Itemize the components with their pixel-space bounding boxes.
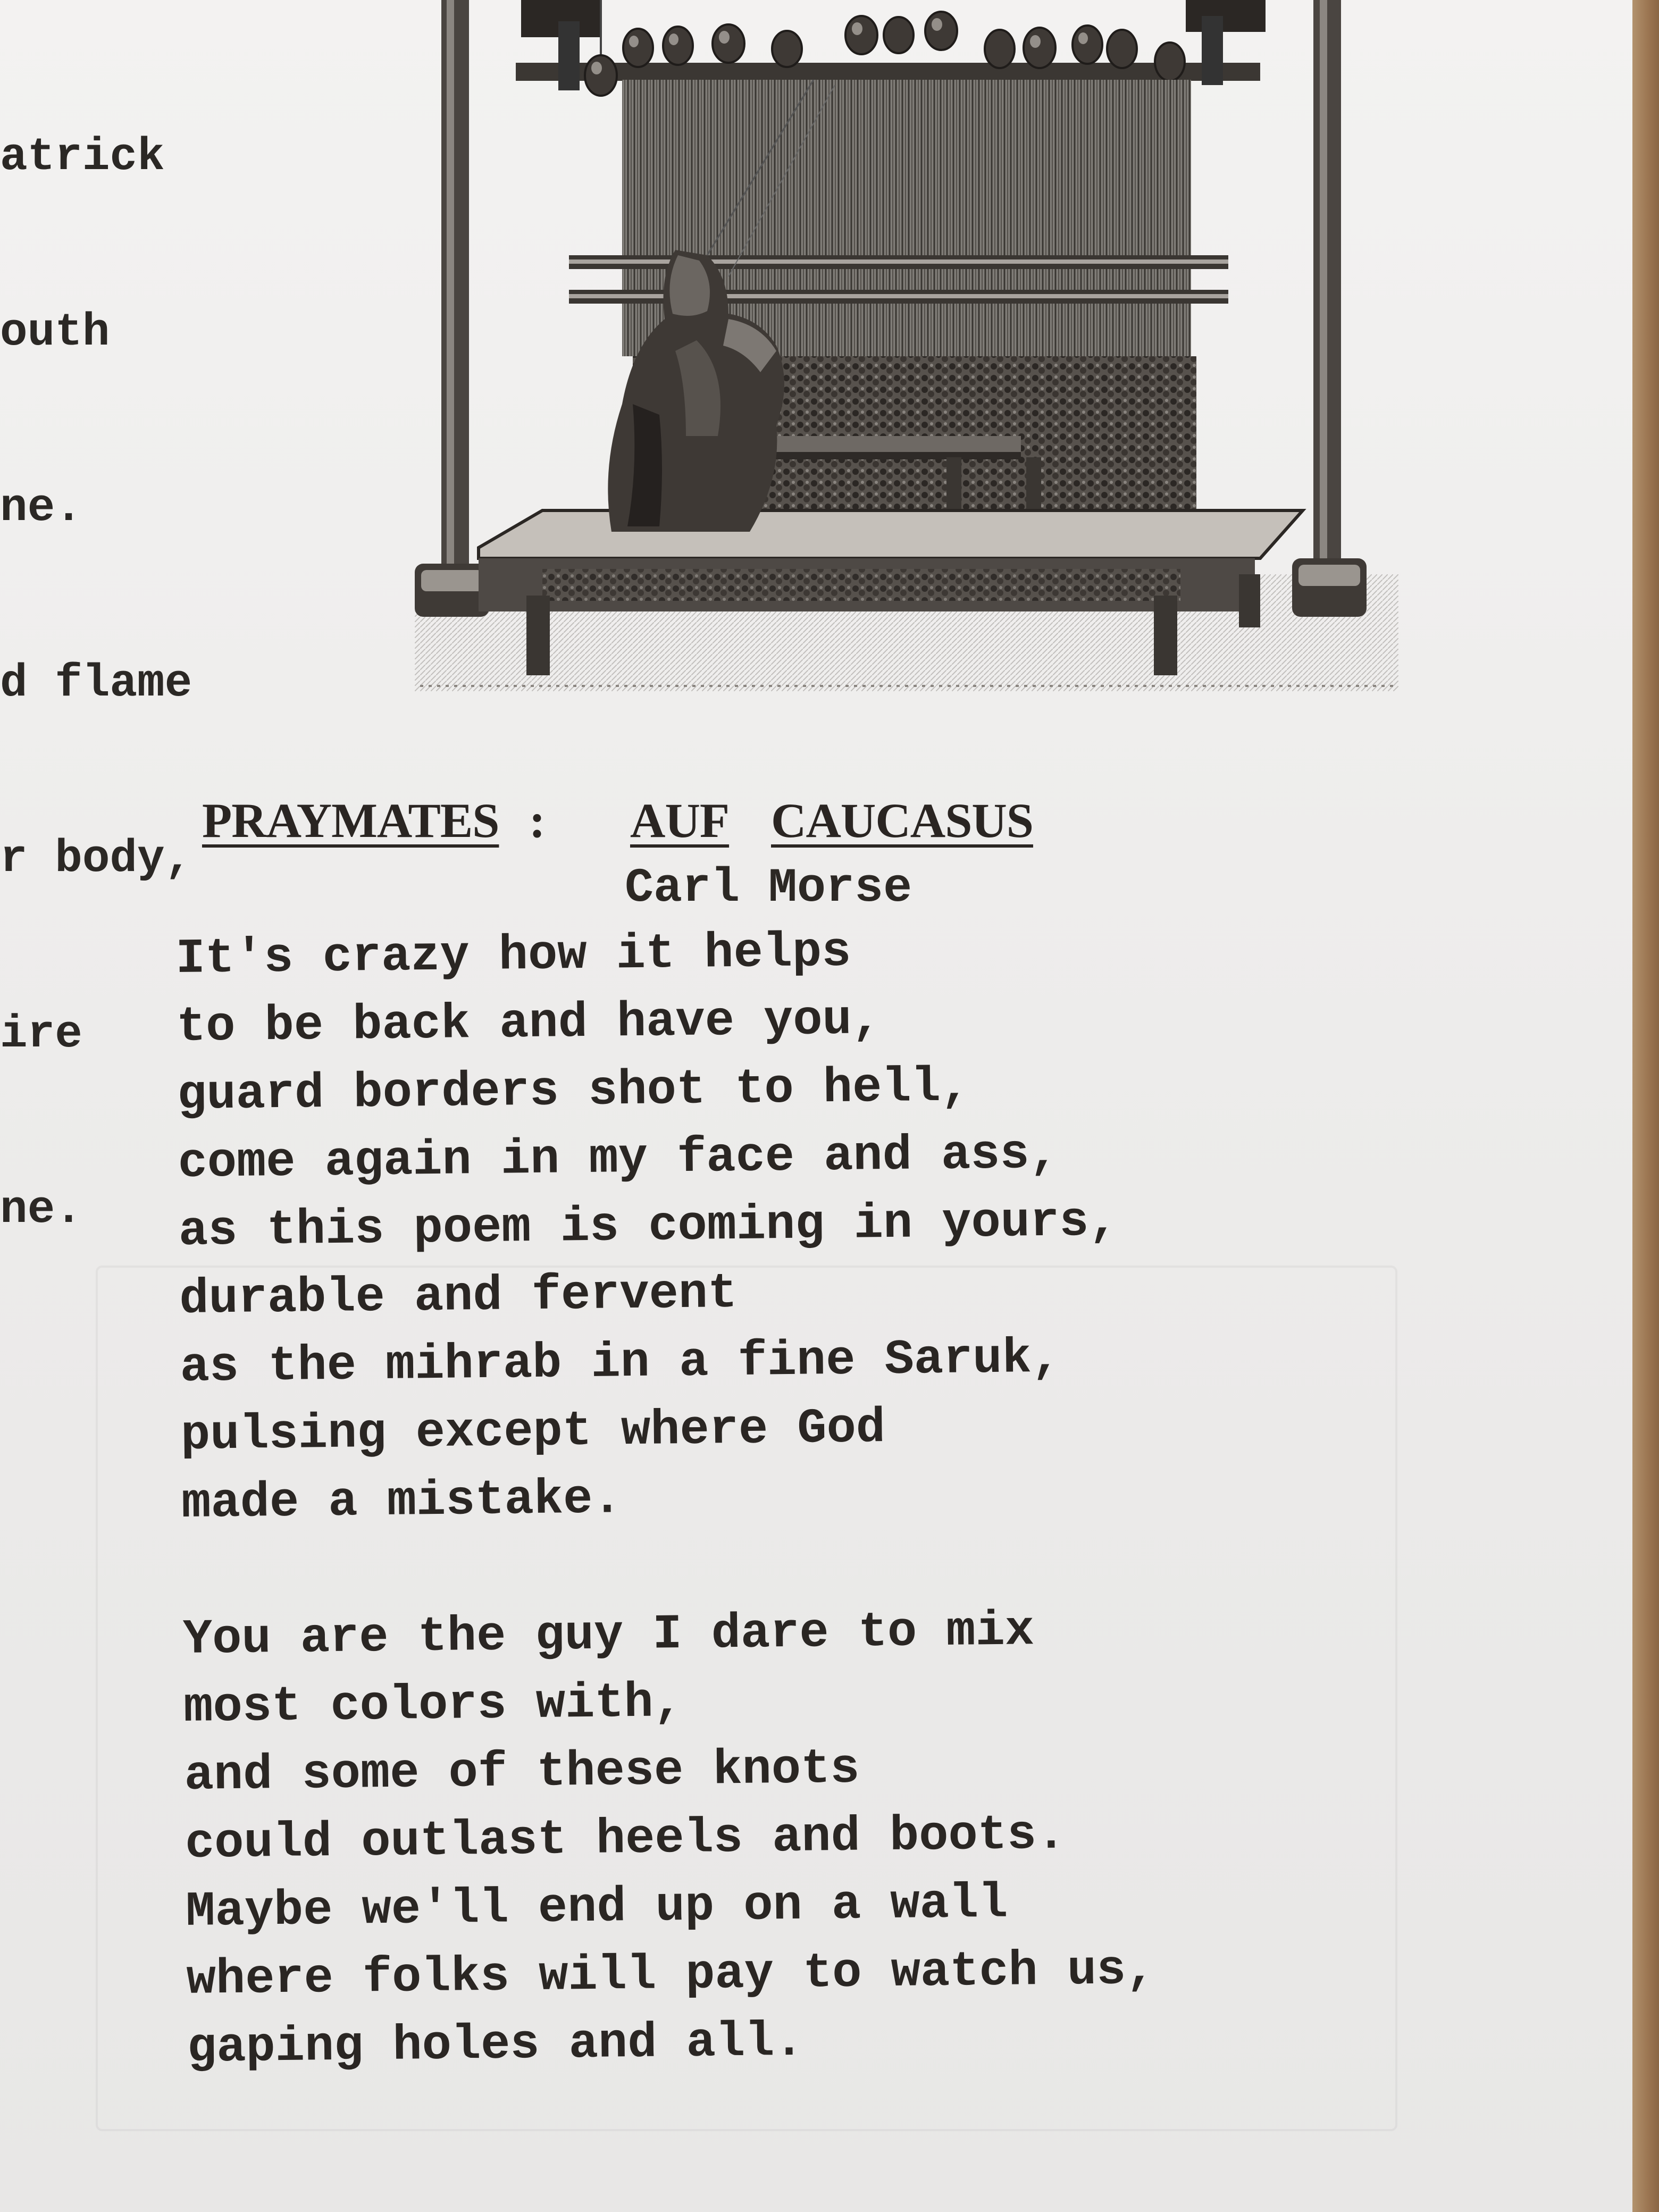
fragment-line: ne.: [0, 1184, 82, 1236]
poem-line: You are the guy I dare to mix: [182, 1603, 1035, 1668]
poem-line: and some of these knots: [184, 1740, 860, 1804]
poem-line: as this poem is coming in yours,: [178, 1193, 1119, 1259]
poem-line: gaping holes and all.: [187, 2013, 804, 2076]
poem-line: as the mihrab in a fine Saruk,: [180, 1330, 1061, 1395]
fragment-line: atrick: [0, 131, 165, 183]
poem-line: where folks will pay to watch us,: [186, 1941, 1156, 2008]
fragment-line: d flame: [0, 657, 192, 709]
previous-poem-fragment: [0, 11, 192, 1297]
fragment-line: outh: [0, 306, 110, 358]
poem-line: Maybe we'll end up on a wall: [185, 1875, 1008, 1940]
book-edge: [1632, 0, 1659, 2212]
poem-line: could outlast heels and boots.: [185, 1806, 1066, 1872]
fragment-line: r body,: [0, 833, 192, 885]
poem-line: pulsing except where God: [180, 1400, 886, 1463]
poem-line: to be back and have you,: [176, 992, 882, 1055]
poem-line: It's crazy how it helps: [175, 924, 851, 987]
title-word-auf: AUF: [630, 793, 730, 848]
title-label: PRAYMATES: [202, 793, 499, 848]
fragment-line: ire: [0, 1008, 82, 1060]
poem-line: come again in my face and ass,: [178, 1126, 1059, 1191]
fragment-line: ne.: [0, 482, 82, 534]
poem-line: most colors with,: [183, 1674, 683, 1736]
poem-line: durable and fervent: [179, 1265, 738, 1327]
title-word-caucasus: CAUCASUS: [771, 793, 1033, 848]
loom-weaver-engraving-icon: [409, 0, 1409, 702]
title-colon: :: [529, 793, 545, 848]
poem-line: made a mistake.: [181, 1471, 623, 1531]
poem-line: guard borders shot to hell,: [177, 1059, 970, 1123]
poem-author: Carl Morse: [625, 861, 912, 916]
poem-body: [175, 911, 1517, 2082]
